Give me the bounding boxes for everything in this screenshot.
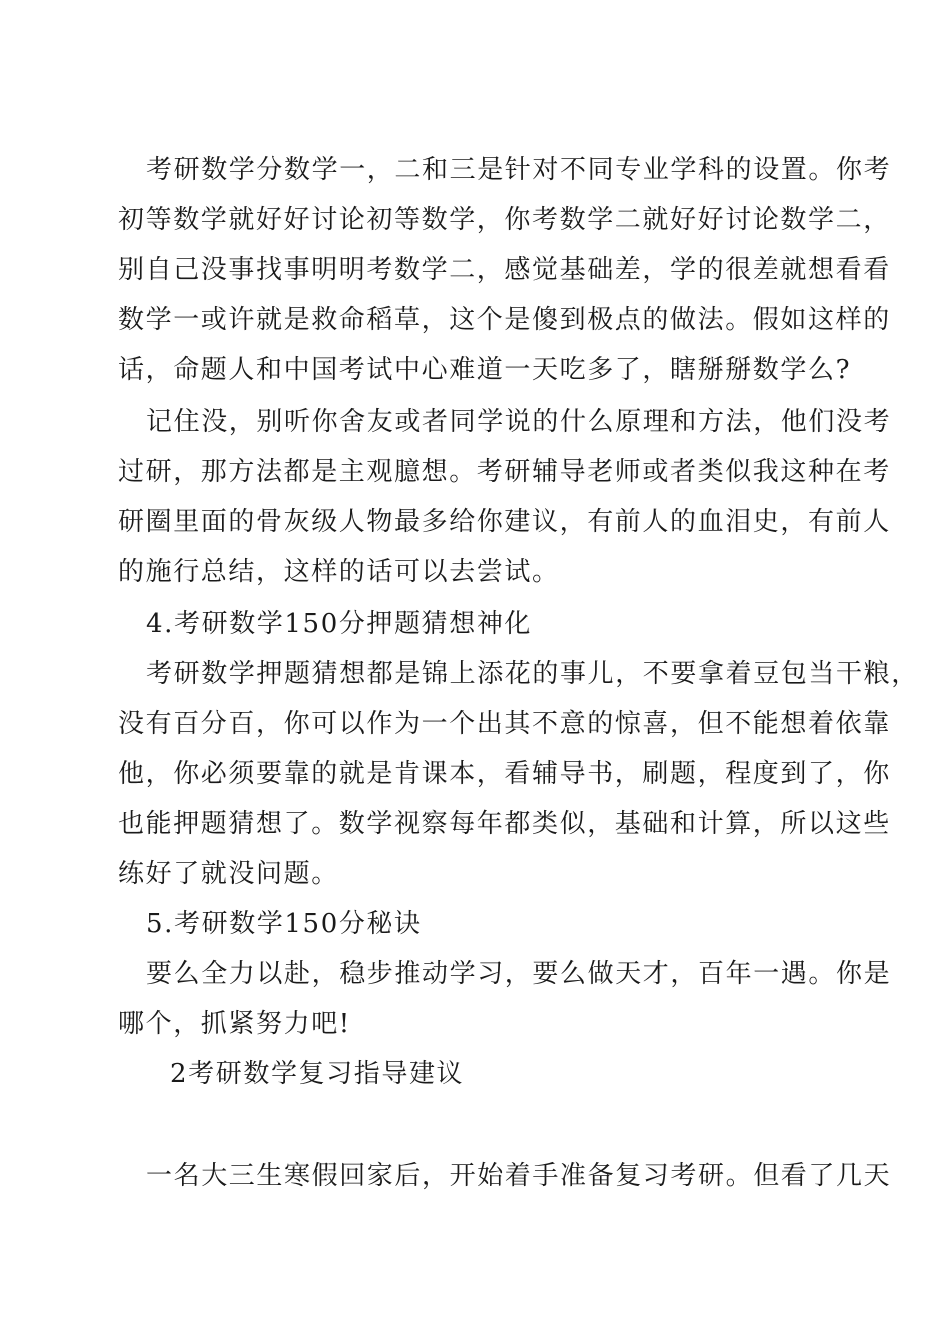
paragraph-3-line-4: 也能押题猜想了。数学视察每年都类似，基础和计算，所以这些 (118, 809, 891, 839)
paragraph-3-line-3: 他，你必须要靠的就是肯课本，看辅导书，刷题，程度到了，你 (118, 759, 891, 789)
section-title: 2考研数学复习指导建议 (170, 1059, 465, 1089)
paragraph-1-line-1: 考研数学分数学一，二和三是针对不同专业学科的设置。你考 (146, 155, 892, 185)
paragraph-5-line-1: 一名大三生寒假回家后，开始着手准备复习考研。但看了几天 (146, 1161, 892, 1191)
paragraph-2-line-4: 的施行总结，这样的话可以去尝试。 (118, 557, 560, 587)
heading-4: 4.考研数学150分押题猜想神化 (146, 609, 533, 639)
paragraph-1-line-4: 数学一或许就是救命稻草，这个是傻到极点的做法。假如这样的 (118, 305, 891, 335)
paragraph-3-line-5: 练好了就没问题。 (118, 859, 339, 889)
paragraph-4-line-1: 要么全力以赴，稳步推动学习，要么做天才，百年一遇。你是 (146, 959, 892, 989)
paragraph-3-line-2: 没有百分百，你可以作为一个出其不意的惊喜，但不能想着依靠 (118, 709, 891, 739)
paragraph-1-line-2: 初等数学就好好讨论初等数学，你考数学二就好好讨论数学二， (118, 205, 891, 235)
paragraph-3-line-1: 考研数学押题猜想都是锦上添花的事儿，不要拿着豆包当干粮， (146, 659, 919, 689)
paragraph-2-line-2: 过研，那方法都是主观臆想。考研辅导老师或者类似我这种在考 (118, 457, 891, 487)
heading-5: 5.考研数学150分秘诀 (146, 909, 422, 939)
paragraph-1-line-3: 别自己没事找事明明考数学二，感觉基础差，学的很差就想看看 (118, 255, 891, 285)
paragraph-2-line-3: 研圈里面的骨灰级人物最多给你建议，有前人的血泪史，有前人 (118, 507, 891, 537)
paragraph-4-line-2: 哪个，抓紧努力吧! (118, 1009, 351, 1039)
paragraph-1-line-5: 话，命题人和中国考试中心难道一天吃多了，瞎掰掰数学么? (118, 355, 852, 385)
paragraph-2-line-1: 记住没，别听你舍友或者同学说的什么原理和方法，他们没考 (146, 407, 892, 437)
